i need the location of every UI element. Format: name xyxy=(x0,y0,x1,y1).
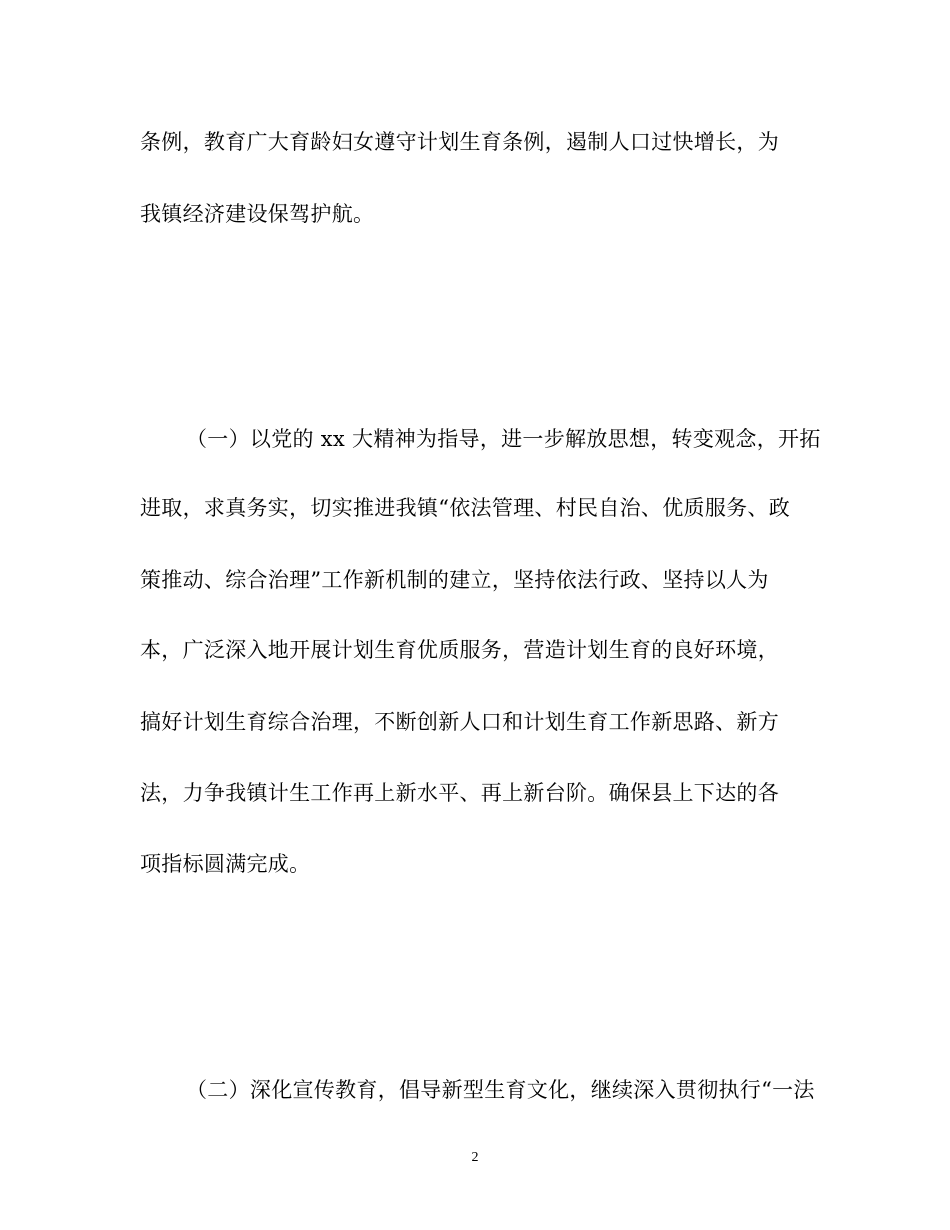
paragraph-2-line-3: 策推动、综合治理”工作新机制的建立，坚持依法行政、坚持以人为 xyxy=(140,568,769,592)
paragraph-2-line-7: 项指标圆满完成。 xyxy=(140,852,311,876)
paragraph-2-line-6: 法，力争我镇计生工作再上新水平、再上新台阶。确保县上下达的各 xyxy=(140,781,779,805)
paragraph-2-line-5: 搞好计划生育综合治理，不断创新人口和计划生育工作新思路、新方 xyxy=(140,710,779,734)
paragraph-2-line-4: 本，广泛深入地开展计划生育优质服务，营造计划生育的良好环境， xyxy=(140,638,779,662)
paragraph-2-line-2: 进取，求真务实，切实推进我镇“依法管理、村民自治、优质服务、政 xyxy=(140,496,791,520)
paragraph-1-line-2: 我镇经济建设保驾护航。 xyxy=(140,202,375,226)
paragraph-2-line-1: （一）以党的 xx 大精神为指导，进一步解放思想，转变观念，开拓 xyxy=(186,427,821,451)
paragraph-1-line-1: 条例，教育广大育龄妇女遵守计划生育条例，遏制人口过快增长，为 xyxy=(140,130,779,154)
page-number: 2 xyxy=(471,1150,479,1165)
paragraph-3-line-1: （二）深化宣传教育，倡导新型生育文化，继续深入贯彻执行“一法 xyxy=(186,1078,815,1102)
